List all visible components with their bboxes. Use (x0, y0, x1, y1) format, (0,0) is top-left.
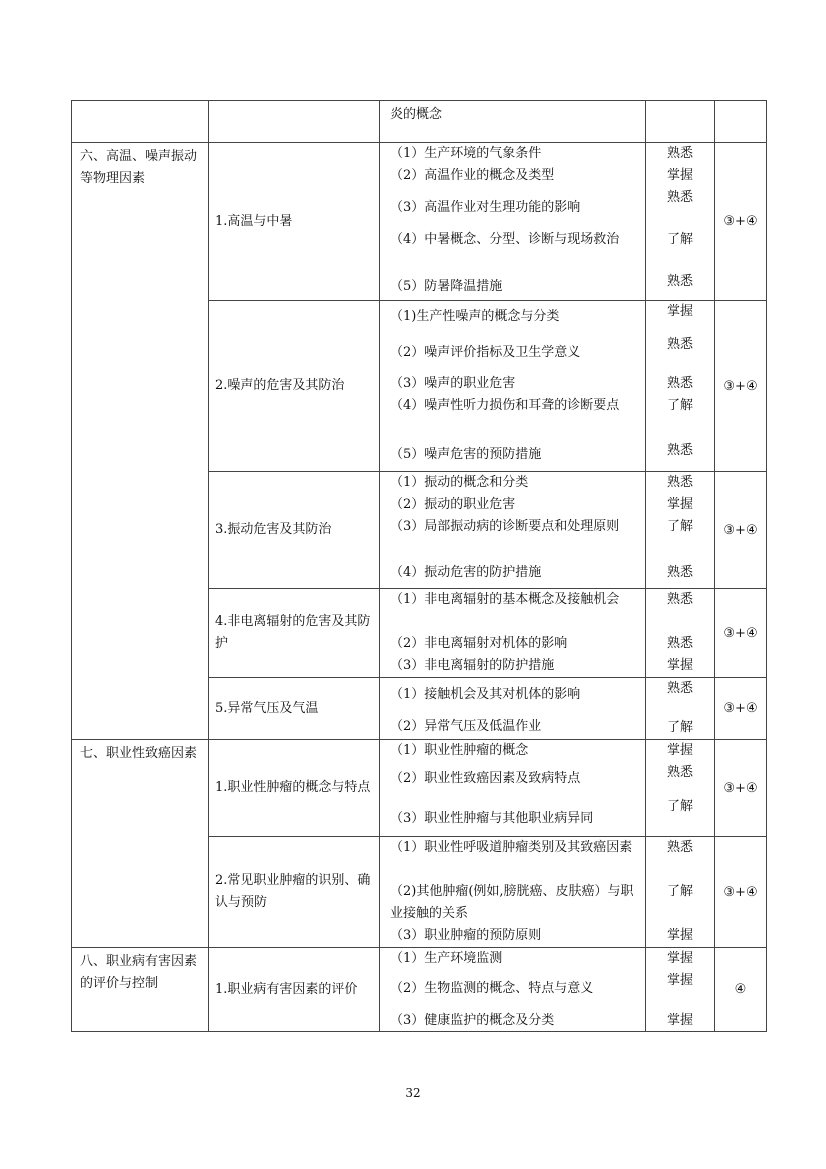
requirement-text: 熟悉 (666, 146, 693, 161)
unit-cell: 2.噪声的危害及其防治 (209, 301, 380, 472)
unit-cell: 1.高温与中暑 (209, 143, 380, 301)
level-cell: ③+④ (715, 301, 767, 472)
requirement-cell (646, 948, 715, 1032)
requirement-text: 掌握 (666, 928, 693, 943)
table-row (72, 740, 767, 837)
unit-cell: 1.职业病有害因素的评价 (209, 948, 380, 1032)
unit-cell: 2.常见职业肿瘤的识别、确认与预防 (209, 837, 380, 948)
requirement-text: 熟悉 (666, 565, 693, 580)
requirement-text: 掌握 (666, 743, 693, 758)
requirement-cell (646, 589, 715, 678)
requirement-text: 熟悉 (666, 190, 693, 205)
requirement-cell (646, 740, 715, 837)
requirement-text: 熟悉 (666, 765, 693, 780)
table-row (72, 101, 767, 143)
requirement-cell (646, 837, 715, 948)
point-text: （5）噪声危害的预防措施 (390, 447, 542, 462)
level-cell: ③+④ (715, 740, 767, 837)
requirement-text: 了解 (666, 232, 693, 247)
point-text: （2）振动的职业危害 (390, 497, 516, 512)
points-cell (380, 472, 646, 589)
point-text: （2）异常气压及低温作业 (390, 719, 542, 734)
requirement-text: 掌握 (666, 973, 693, 988)
point-text: （3）职业肿瘤的预防原则 (390, 928, 542, 943)
section-cell: 八、职业病有害因素的评价与控制 (72, 948, 209, 1032)
requirement-text: 熟悉 (666, 337, 693, 352)
level-cell: ③+④ (715, 472, 767, 589)
requirement-cell (646, 301, 715, 472)
point-text: （1）接触机会及其对机体的影响 (390, 687, 581, 702)
syllabus-table (71, 100, 767, 1032)
point-text: （4）中暑概念、分型、诊断与现场救治 (390, 232, 620, 247)
requirement-text: 了解 (666, 799, 693, 814)
unit-cell: 3.振动危害及其防治 (209, 472, 380, 589)
point-text: （3）职业性肿瘤与其他职业病异同 (390, 811, 594, 826)
point-text: （1）生产环境的气象条件 (390, 146, 542, 161)
section-cell: 六、高温、噪声振动等物理因素 (72, 143, 209, 740)
point-text: （2)其他肿瘤(例如,膀胱癌、皮肤癌）与职业接触的关系 (390, 884, 634, 921)
point-text: （3）噪声的职业危害 (390, 376, 516, 391)
requirement-cell (646, 678, 715, 740)
level-cell: ④ (715, 948, 767, 1032)
requirement-text: 了解 (666, 519, 693, 534)
points-cell (380, 589, 646, 678)
level-cell: ③+④ (715, 143, 767, 301)
requirement-text: 了解 (666, 720, 693, 735)
point-text: （1）职业性呼吸道肿瘤类别及其致癌因素 (390, 840, 633, 855)
point-text: （2）高温作业的概念及类型 (390, 168, 555, 183)
point-text: （4）振动危害的防护措施 (390, 565, 542, 580)
section-cell: 七、职业性致癌因素 (72, 740, 209, 948)
unit-cell: 5.异常气压及气温 (209, 678, 380, 740)
requirement-text: 了解 (666, 884, 693, 899)
point-text: （3）非电离辐射的防护措施 (390, 658, 555, 673)
point-text: （3）局部振动病的诊断要点和处理原则 (390, 519, 620, 534)
requirement-text: 熟悉 (666, 840, 693, 855)
unit-cell (209, 101, 380, 143)
requirement-text: 了解 (666, 398, 693, 413)
points-cell (380, 101, 646, 143)
point-text: （1）生产环境监测 (390, 951, 503, 966)
requirement-text: 熟悉 (666, 475, 693, 490)
point-text: （2）职业性致癌因素及致病特点 (390, 771, 581, 786)
requirement-text: 掌握 (666, 304, 693, 319)
level-cell: ③+④ (715, 678, 767, 740)
requirement-text: 熟悉 (666, 592, 693, 607)
requirement-cell (646, 143, 715, 301)
point-text: （4）噪声性听力损伤和耳聋的诊断要点 (390, 398, 620, 413)
point-text: （2）非电离辐射对机体的影响 (390, 636, 568, 651)
requirement-text: 掌握 (666, 658, 693, 673)
point-text: 炎的概念 (390, 107, 443, 122)
point-text: （1）非电离辐射的基本概念及接触机会 (390, 592, 620, 607)
table-row (72, 143, 767, 301)
requirement-text: 熟悉 (666, 274, 693, 289)
requirement-text: 熟悉 (666, 681, 693, 696)
point-text: （3）健康监护的概念及分类 (390, 1013, 555, 1028)
table-row (72, 948, 767, 1032)
point-text: （2）生物监测的概念、特点与意义 (390, 981, 594, 996)
unit-cell: 1.职业性肿瘤的概念与特点 (209, 740, 380, 837)
point-text: （1）振动的概念和分类 (390, 475, 529, 490)
point-text: （3）高温作业对生理功能的影响 (390, 200, 581, 215)
requirement-text: 掌握 (666, 168, 693, 183)
unit-cell: 4.非电离辐射的危害及其防护 (209, 589, 380, 678)
points-cell (380, 740, 646, 837)
requirement-cell (646, 472, 715, 589)
points-cell (380, 301, 646, 472)
requirement-text: 掌握 (666, 497, 693, 512)
requirement-text: 熟悉 (666, 376, 693, 391)
points-cell (380, 948, 646, 1032)
requirement-text: 熟悉 (666, 636, 693, 651)
point-text: （2）噪声评价指标及卫生学意义 (390, 345, 581, 360)
level-cell (715, 101, 767, 143)
requirement-cell (646, 101, 715, 143)
point-text: （1)生产性噪声的概念与分类 (390, 309, 560, 324)
page-number: 32 (405, 1086, 421, 1100)
point-text: （5）防暑降温措施 (390, 279, 503, 294)
points-cell (380, 678, 646, 740)
requirement-text: 掌握 (666, 951, 693, 966)
points-cell (380, 143, 646, 301)
level-cell: ③+④ (715, 837, 767, 948)
level-cell: ③+④ (715, 589, 767, 678)
section-cell (72, 101, 209, 143)
requirement-text: 掌握 (666, 1013, 693, 1028)
point-text: （1）职业性肿瘤的概念 (390, 743, 529, 758)
requirement-text: 熟悉 (666, 443, 693, 458)
points-cell (380, 837, 646, 948)
